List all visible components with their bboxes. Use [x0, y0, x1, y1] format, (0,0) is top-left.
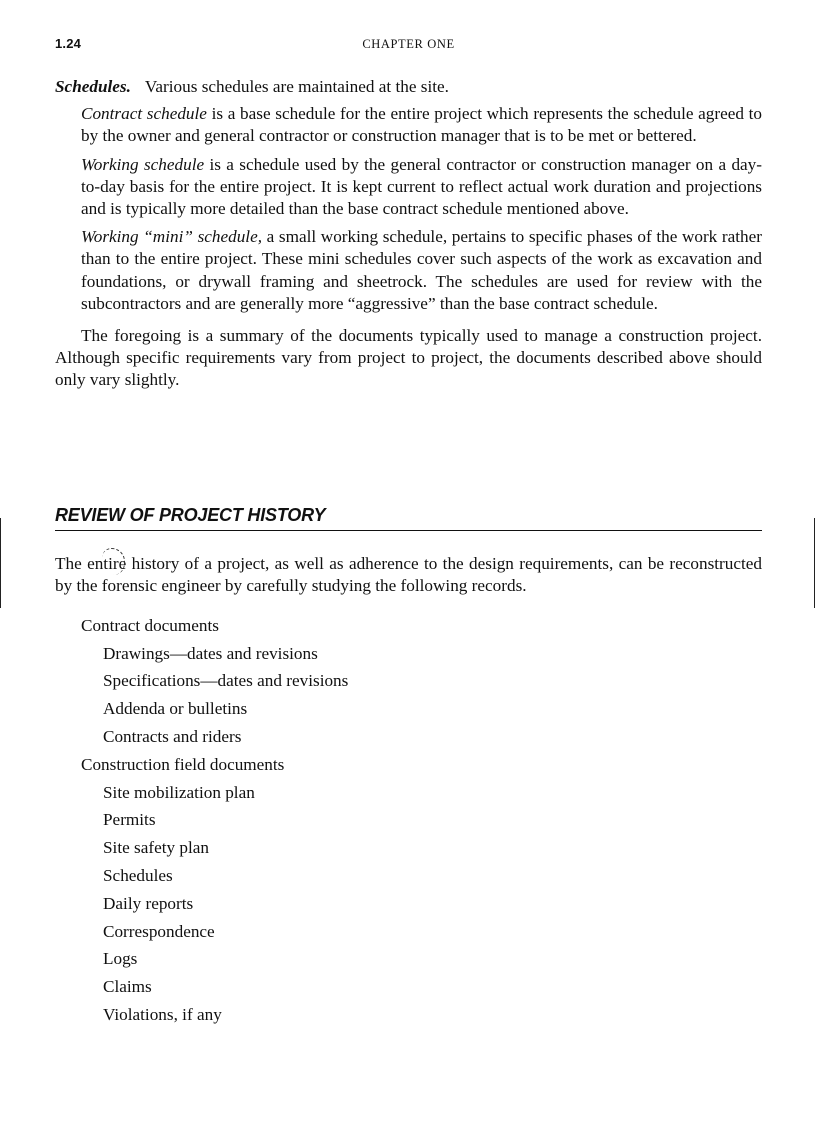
review-intro: [55, 553, 762, 598]
list-item: Daily reports: [103, 893, 194, 913]
list-item: Contracts and riders: [103, 727, 242, 746]
list-item: Specifications—dates and revisions: [103, 671, 349, 691]
list-group-label: Contract documents: [81, 615, 219, 635]
schedules-runin-head: Schedules.: [55, 77, 131, 96]
list-item: Drawings—dates and revisions: [103, 643, 318, 663]
schedules-section: [55, 76, 762, 392]
page-number: 1.24: [55, 36, 82, 51]
definition-text: is a schedule used by the general contractor or construction manager on a day-to-day basis for the entire project. It is kept current to reflect actual work duration and projections and is typically more detailed than the base contract schedule mentioned above.: [81, 154, 762, 219]
running-header: [55, 36, 762, 54]
list-item: Site mobilization plan: [103, 782, 255, 802]
intro-word-the: The: [55, 554, 82, 573]
summary-paragraph: The foregoing is a summary of the documents typically used to manage a construction project. Although specific requirements vary from project to project, the documents described above should only vary slightly.: [55, 326, 762, 390]
records-list: [55, 612, 762, 1029]
list-item: Addenda or bulletins: [103, 699, 248, 719]
intro-word-entire: entire: [81, 554, 127, 573]
editor-mark-icon: [102, 548, 125, 575]
list-item: Claims: [103, 977, 152, 997]
schedules-intro: Various schedules are maintained at the site.: [144, 77, 449, 96]
list-item: Permits: [103, 810, 156, 830]
list-group-label: Construction field documents: [81, 754, 285, 774]
definition-working-schedule: [81, 154, 762, 221]
margin-bar-left: [0, 518, 1, 608]
list-item: Correspondence: [103, 921, 215, 941]
list-item: Violations, if any: [103, 1004, 222, 1024]
definition-mini-schedule: [81, 226, 762, 315]
list-item: Site safety plan: [103, 838, 209, 858]
term: Working schedule: [81, 154, 205, 174]
list-item: Schedules: [103, 865, 173, 885]
definition-contract-schedule: [81, 103, 762, 147]
schedules-lead: [55, 76, 762, 98]
chapter-title: CHAPTER ONE: [362, 37, 455, 51]
term: Contract schedule: [81, 104, 207, 124]
intro-text: history of a project, as well as adherence to the design requirements, can be reconstructed by the forensic engineer by carefully studying the following records.: [55, 554, 762, 596]
definition-text: a small working schedule, pertains to specific phases of the work rather than to the entire project. These mini schedules cover such aspects of the work as excavation and foundations, or drywall framing and sheetrock. The schedules are used for review with the subcontractors and are generally more “aggressive” than the base contract schedule.: [81, 227, 762, 313]
definition-text: is a base schedule for the entire project which represents the schedule agreed to by the owner and general contractor or construction manager that is to be met or bettered.: [81, 104, 762, 146]
margin-bar-right: [814, 518, 815, 608]
section-heading: REVIEW OF PROJECT HISTORY: [55, 505, 762, 531]
list-item: Logs: [103, 949, 138, 969]
review-section: [55, 505, 762, 1029]
term: Working “mini” schedule,: [81, 227, 262, 247]
